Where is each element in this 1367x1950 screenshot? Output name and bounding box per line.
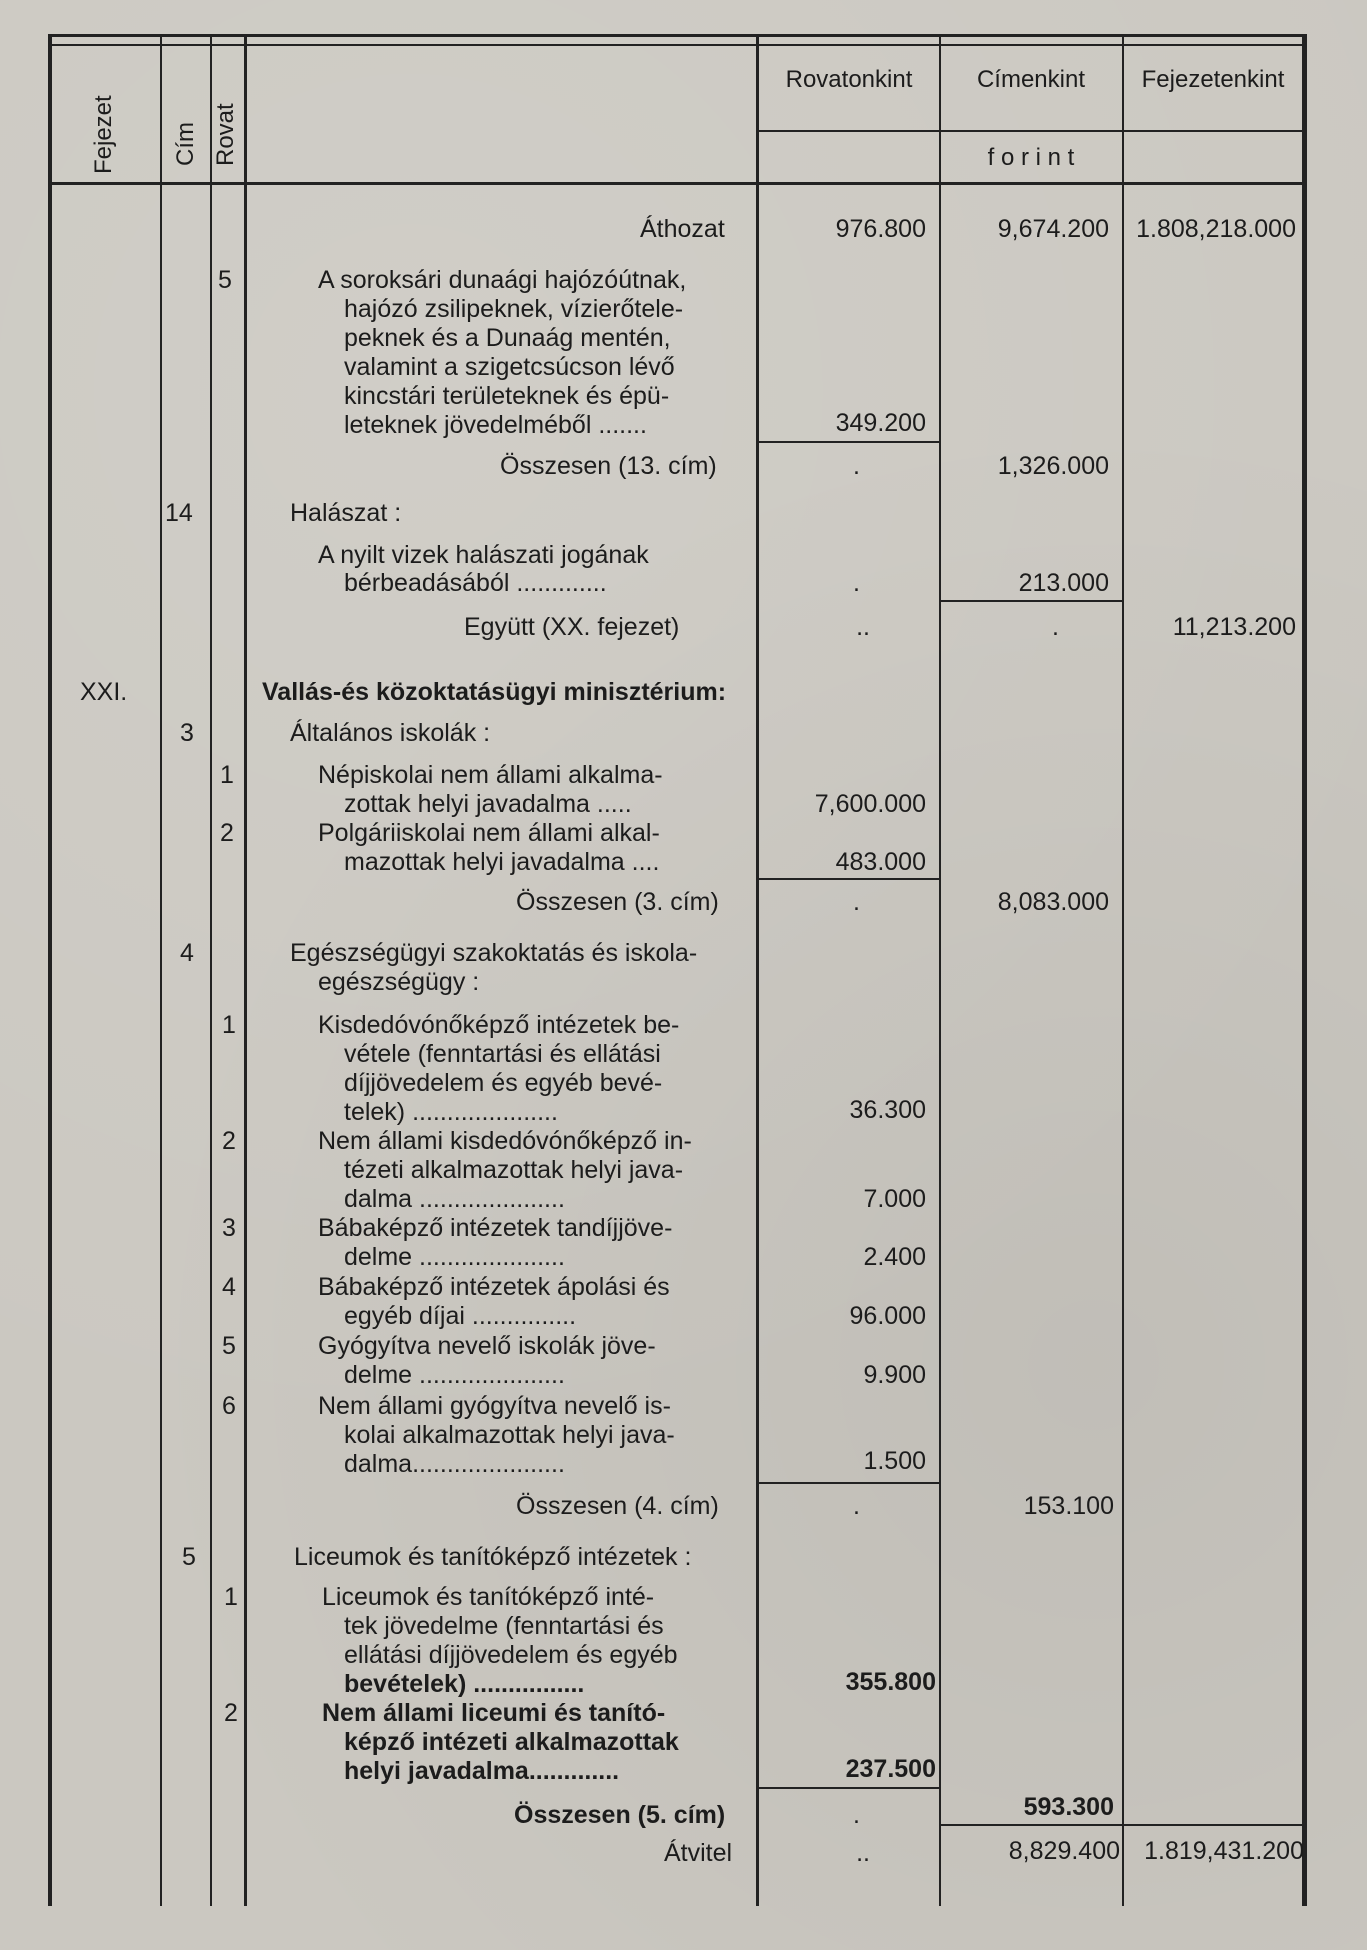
ossz4-cim: 153.100	[1023, 1492, 1114, 1520]
col-sep-cimenkint	[1122, 34, 1124, 1906]
c4r6-rovat: 6	[222, 1392, 236, 1420]
col-sep-rovat	[244, 34, 247, 1906]
c4r2-rovat: 2	[222, 1127, 236, 1155]
c4r4-rov: 96.000	[849, 1302, 926, 1330]
c4r5-line-0: Gyógyítva nevelő iskolák jöve-	[318, 1332, 656, 1360]
ossz5-cim: 593.300	[1023, 1793, 1114, 1821]
underline-rov-483	[759, 878, 939, 880]
r5-rov: 349.200	[835, 409, 926, 437]
c5r1-line-1: tek jövedelme (fenntartási és	[344, 1612, 664, 1640]
c3r2-rov: 483.000	[835, 848, 926, 876]
header-fejezet: Fejezet	[90, 95, 117, 174]
athozat-label: Áthozat	[640, 215, 725, 243]
c4-line-1: egészségügy :	[318, 968, 480, 996]
c3r1-line-1: zottak helyi javadalma .....	[344, 790, 632, 818]
header-fejezetenkint: Fejezetenkint	[1141, 66, 1285, 93]
underline-cim-213	[941, 600, 1122, 602]
r5-line-3: valamint a szigetcsúcson lévő	[344, 353, 675, 381]
header-rovatonkint: Rovatonkint	[785, 66, 913, 93]
ossz13-rov: .	[853, 452, 860, 480]
underline-cim-593	[941, 1824, 1122, 1826]
ossz13-cim: 1,326.000	[997, 452, 1109, 480]
c4r6-line-1: kolai alkalmazottak helyi java-	[344, 1421, 675, 1449]
col-sep-text	[756, 34, 759, 1906]
c4r1-line-0: Kisdedóvónőképző intézetek be-	[318, 1011, 680, 1039]
c4r4-line-0: Bábaképző intézetek ápolási és	[318, 1273, 670, 1301]
border-top	[48, 34, 1307, 37]
c3r1-rovat: 1	[220, 761, 234, 789]
ossz3-rov: .	[853, 888, 860, 916]
egyutt-cim: .	[1052, 613, 1059, 641]
c4r4-rovat: 4	[222, 1273, 236, 1301]
ossz5-rov: .	[853, 1801, 860, 1829]
egyutt-label: Együtt (XX. fejezet)	[464, 613, 680, 641]
c3r2-line-1: mazottak helyi javadalma ....	[344, 848, 660, 876]
col-sep-cim	[210, 34, 212, 1906]
egyutt-rov: ..	[856, 613, 870, 641]
ossz3-label: Összesen (3. cím)	[516, 888, 719, 916]
col-sep-rovatonkint	[939, 34, 941, 1906]
c4r3-line-0: Bábaképző intézetek tandíjjöve-	[318, 1214, 673, 1242]
xxi-fejezet: XXI.	[80, 678, 128, 706]
ossz4-rov: .	[853, 1492, 860, 1520]
c4r4-line-1: egyéb díjai ...............	[344, 1302, 577, 1330]
c4-cim: 4	[180, 939, 194, 967]
athozat-cim: 9,674.200	[997, 215, 1109, 243]
halaszat-rov: .	[853, 569, 860, 597]
header-bottom-line	[48, 182, 1307, 185]
c3-cim: 3	[180, 719, 194, 747]
underline-fej-athozat	[1124, 1824, 1302, 1826]
col-sep-fejezet	[160, 34, 162, 1906]
halaszat-line-0: A nyilt vizek halászati jogának	[318, 541, 649, 569]
header-sub-line	[756, 130, 1307, 132]
athozat-fej: 1.808,218.000	[1136, 215, 1296, 243]
c5r2-line-2: helyi javadalma.............	[344, 1757, 620, 1785]
ossz5-label: Összesen (5. cím)	[514, 1801, 726, 1829]
c5r2-rov: 237.500	[845, 1755, 936, 1783]
c5r1-line-3: bevételek) ................	[344, 1670, 585, 1698]
xxi-label: Vallás-és közoktatásügyi minisztérium:	[262, 678, 727, 706]
r5-line-0: A soroksári dunaági hajózóútnak,	[318, 266, 687, 294]
atvitel-rov: ..	[856, 1839, 870, 1867]
underline-rov-349	[759, 441, 939, 443]
r5-line-2: peknek és a Dunaág mentén,	[344, 324, 671, 352]
c4r3-rov: 2.400	[863, 1243, 926, 1271]
c3r2-rovat: 2	[220, 819, 234, 847]
halaszat-label: Halászat :	[290, 499, 402, 527]
c4r1-rov: 36.300	[849, 1096, 926, 1124]
c4-line-0: Egészségügyi szakoktatás és iskola-	[290, 939, 698, 967]
c4r2-line-0: Nem állami kisdedóvónőképző in-	[318, 1127, 692, 1155]
c4r2-line-1: tézeti alkalmazottak helyi java-	[344, 1156, 684, 1184]
c5-cim: 5	[182, 1543, 196, 1571]
c5r1-rovat: 1	[224, 1583, 238, 1611]
atvitel-cim: 8,829.400	[1008, 1837, 1120, 1865]
atvitel-fej: 1.819,431.200	[1144, 1837, 1304, 1865]
c5-label: Liceumok és tanítóképző intézetek :	[294, 1543, 692, 1571]
c4r5-line-1: delme .....................	[344, 1361, 565, 1389]
egyutt-fej: 11,213.200	[1172, 613, 1296, 641]
header-unit: f o r i n t	[987, 144, 1075, 171]
c4r6-line-2: dalma......................	[344, 1450, 565, 1478]
r5-line-1: hajózó zsilipeknek, vízierőtele-	[344, 295, 684, 323]
header-cimenkint: Címenkint	[976, 66, 1086, 93]
c3r1-rov: 7,600.000	[814, 790, 926, 818]
header-cim: Cím	[172, 122, 199, 166]
c4r1-line-1: vétele (fenntartási és ellátási	[344, 1040, 661, 1068]
c4r2-line-2: dalma .....................	[344, 1185, 565, 1213]
underline-rov-1500	[759, 1482, 939, 1484]
c5r2-line-0: Nem állami liceumi és tanító-	[322, 1699, 666, 1727]
c4r1-line-2: díjjövedelem és egyéb bevé-	[344, 1069, 663, 1097]
c5r2-rovat: 2	[224, 1699, 238, 1727]
c4r6-rov: 1.500	[863, 1447, 926, 1475]
c5r1-line-0: Liceumok és tanítóképző inté-	[322, 1583, 655, 1611]
c5r2-line-1: képző intézeti alkalmazottak	[344, 1728, 679, 1756]
c5r1-line-2: ellátási díjjövedelem és egyéb	[344, 1641, 678, 1669]
atvitel-label: Átvitel	[664, 1839, 733, 1867]
c4r3-line-1: delme .....................	[344, 1243, 565, 1271]
underline-rov-237	[759, 1787, 939, 1789]
r5-rovat: 5	[218, 266, 232, 294]
c4r2-rov: 7.000	[863, 1185, 926, 1213]
r5-line-4: kincstári területeknek és épü-	[344, 382, 670, 410]
c3-label: Általános iskolák :	[290, 719, 491, 747]
c4r1-rovat: 1	[222, 1011, 236, 1039]
r5-line-5: leteknek jövedelméből .......	[344, 411, 647, 439]
c4r5-rov: 9.900	[863, 1361, 926, 1389]
border-left	[48, 34, 52, 1906]
border-right	[1302, 34, 1307, 1906]
athozat-rov: 976.800	[835, 215, 926, 243]
header-top-line	[48, 44, 1307, 46]
c4r5-rovat: 5	[222, 1332, 236, 1360]
ossz4-label: Összesen (4. cím)	[516, 1492, 719, 1520]
ossz3-cim: 8,083.000	[997, 888, 1109, 916]
halaszat-line-1: bérbeadásából .............	[344, 569, 607, 597]
c4r1-line-3: telek) .....................	[344, 1098, 558, 1126]
ossz13-label: Összesen (13. cím)	[500, 452, 717, 480]
header-rovat: Rovat	[212, 103, 239, 166]
c4r6-line-0: Nem állami gyógyítva nevelő is-	[318, 1392, 671, 1420]
c5r1-rov: 355.800	[845, 1668, 936, 1696]
c3r2-line-0: Polgáriiskolai nem állami alkal-	[318, 819, 660, 847]
c3r1-line-0: Népiskolai nem állami alkalma-	[318, 761, 663, 789]
halaszat-cim: 14	[165, 499, 193, 527]
halaszat-cim-val: 213.000	[1018, 569, 1109, 597]
c4r3-rovat: 3	[222, 1214, 236, 1242]
